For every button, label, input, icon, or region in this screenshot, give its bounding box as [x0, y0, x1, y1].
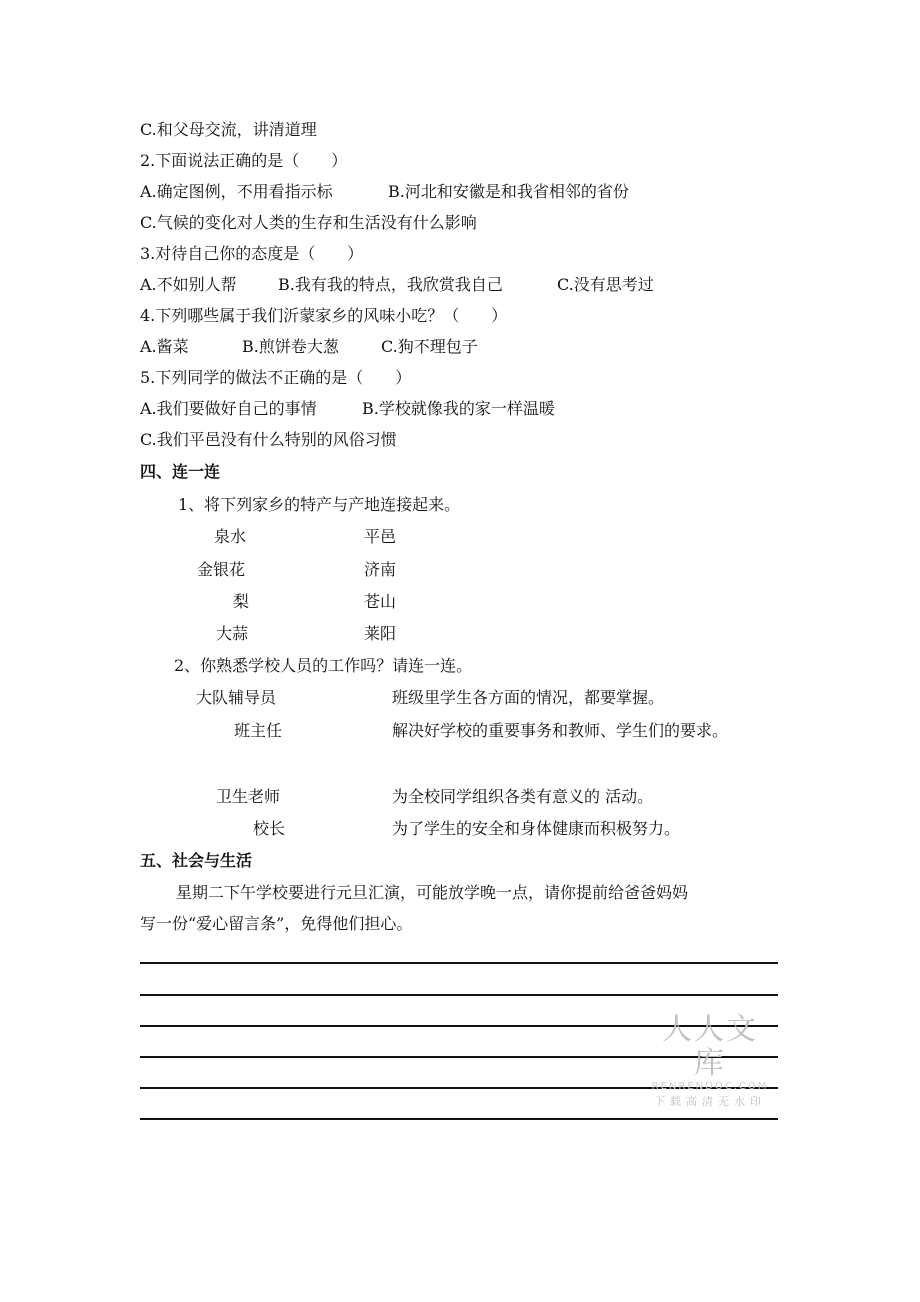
q3-option-a: A.不如别人帮: [140, 275, 237, 294]
q3-option-c: C.没有思考过: [557, 275, 654, 294]
watermark-site: RENRENDOC.COM: [651, 1081, 769, 1092]
duty-item: 为了学生的安全和身体健康而积极努力。: [392, 819, 681, 838]
watermark-tagline: 下载高清无水印: [654, 1095, 766, 1108]
section-4-heading: 四、连一连: [140, 462, 221, 481]
q5-option-a: A.我们要做好自己的事情: [140, 399, 317, 418]
q5-question: 5.下列同学的做法不正确的是（ ）: [140, 368, 412, 387]
place-item: 莱阳: [364, 624, 397, 643]
q4-question: 4.下列哪些属于我们沂蒙家乡的风味小吃？（ ）: [140, 306, 508, 325]
role-item: 大队辅导员: [196, 688, 277, 707]
section-5-body-line1: 星期二下午学校要进行元旦汇演，可能放学晚一点，请你提前给爸爸妈妈: [176, 883, 689, 902]
task2-prompt: 2、你熟悉学校人员的工作吗？请连一连。: [174, 656, 473, 675]
place-item: 济南: [364, 560, 397, 579]
role-item: 卫生老师: [216, 787, 281, 806]
product-item: 大蒜: [216, 624, 249, 643]
q2-question: 2.下面说法正确的是（ ）: [140, 151, 348, 170]
duty-item: 为全校同学组织各类有意义的 活动。: [392, 787, 654, 806]
q3-option-b: B.我有我的特点，我欣赏我自己: [278, 275, 503, 294]
writing-line: [140, 1118, 778, 1120]
q4-option-c: C.狗不理包子: [381, 337, 478, 356]
duty-item: 解决好学校的重要事务和教师、学生们的要求。: [392, 721, 729, 740]
product-item: 梨: [233, 592, 250, 611]
role-item: 班主任: [234, 721, 283, 740]
writing-line: [140, 994, 778, 996]
q5-option-c: C.我们平邑没有什么特别的风俗习惯: [140, 430, 397, 449]
place-item: 平邑: [364, 527, 397, 546]
place-item: 苍山: [364, 592, 397, 611]
q1-option-c: C.和父母交流，讲清道理: [140, 120, 317, 139]
duty-item: 班级里学生各方面的情况，都要掌握。: [392, 688, 665, 707]
writing-line: [140, 962, 778, 964]
q4-option-a: A.酱菜: [140, 337, 189, 356]
watermark: [648, 1013, 772, 1109]
q2-option-c: C.气候的变化对人类的生存和生活没有什么影响: [140, 213, 477, 232]
q4-option-b: B.煎饼卷大葱: [242, 337, 339, 356]
section-5-body-line2: 写一份“爱心留言条”，免得他们担心。: [140, 914, 413, 933]
q2-option-a: A.确定图例，不用看指示标: [140, 182, 333, 201]
product-item: 金银花: [197, 560, 246, 579]
section-5-heading: 五、社会与生活: [140, 851, 253, 870]
watermark-logo: 人人文库: [662, 1012, 758, 1081]
role-item: 校长: [253, 819, 286, 838]
product-item: 泉水: [214, 527, 247, 546]
q5-option-b: B.学校就像我的家一样温暖: [362, 399, 555, 418]
q3-question: 3.对待自己你的态度是（ ）: [140, 244, 364, 263]
q2-option-b: B.河北和安徽是和我省相邻的省份: [388, 182, 629, 201]
task1-prompt: 1、将下列家乡的特产与产地连接起来。: [178, 495, 461, 514]
